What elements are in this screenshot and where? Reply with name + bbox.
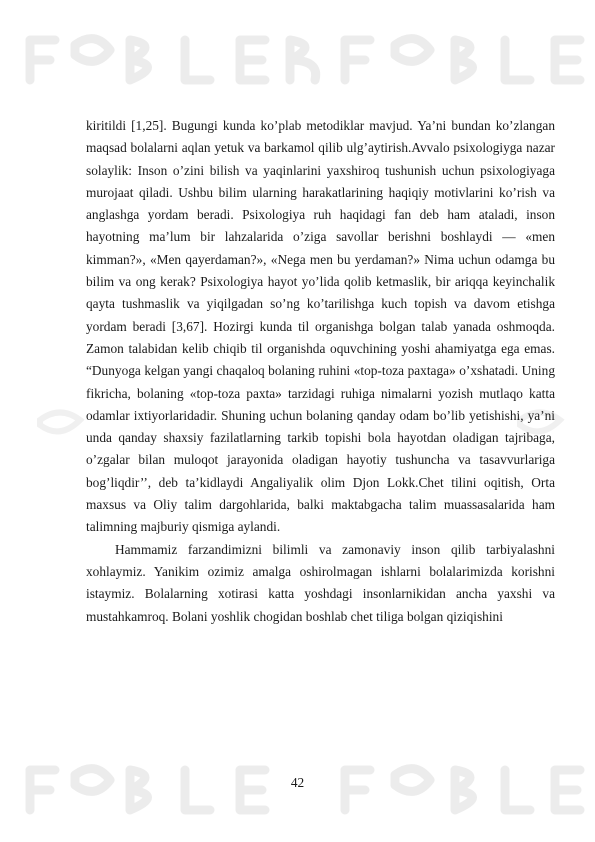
body-paragraph-2: Hammamiz farzandimizni bilimli va zamonaviy inson qilib tarbiyalashni xohlaymiz. Yanikim ozimiz amalga oshirolmagan ishlarni bolalarimizda korishni istaymiz. Bolalarning xotirasi katta yoshdagi insonlarnikidan ancha yaxshi va mustahkamroq. Bolani yoshlik chogidan boshlab chet tiliga bolgan qiziqishini (86, 541, 555, 624)
page-number: 42 (290, 775, 305, 790)
body-paragraph-1: kiritildi [1,25]. Bugungi kunda ko’plab metodiklar mavjud. Ya’ni bundan ko’zlangan maqsad bolalarni aqlan yetuk va barkamol qilib ulg’aytirish.Avvalo psixologiyga nazar solaylik: Inson o’zini bilish va yaqinlarini yaxshiroq tushunish uchun psixologiyaga murojaat qiladi. Ushbu bilim ularning harakatlarining haqiqiy motivlarini ko’rish va anglashga yordam beradi. Psixologiya ruh haqidagi fan deb ham ataladi, inson hayotning ma’lum bir lahzalarida o’ziga savollar berishni boshlaydi — «men kimman?», «Men qayerdaman?», «Nega men bu yerdaman?» Nima uchun odamga bu bilim va ong kerak? Psixologiya hayot yo’lida qolib ketmaslik, bir ariqqa keyinchalik qayta tushmaslik va yiqilgadan so’ng ko’tarilishga kuch topish va davom etishga yordam beradi [3,67]. Hozirgi kunda til organishga bolgan talab yanada oshmoqda. Zamon talabidan kelib chiqib til organishda oquvchining yoshi ahamiyatga ega emas. “Dunyoga kelgan yangi chaqaloq bolaning ruhini «top-toza paxtaga» o’xshatadi. Uning fikricha, bolaning «top-toza paxta» tarzidagi ruhiga nimalarni yozish mutlaqo katta odamlar ixtiyorlaridadir. Shuning uchun bolaning qanday odam bo’lib yetishishi, ya’ni unda qanday shaxsiy fazilatlarning tarkib topishi bola hayotdan oladigan tajribaga, o’zgalar bilan muloqot jarayonida oladigan hayotiy tushuncha va tasavvurlariga bog’liqdir’’, deb ta’kidlaydi Angaliyalik olim Djon Lokk.Chet tilini oqitish, Orta maxsus va Oliy talim dargohlarida, balki maktabgacha talim muassasalarida ham talimning majburiy qismiga aylandi. (86, 118, 555, 535)
document-body (86, 115, 555, 628)
